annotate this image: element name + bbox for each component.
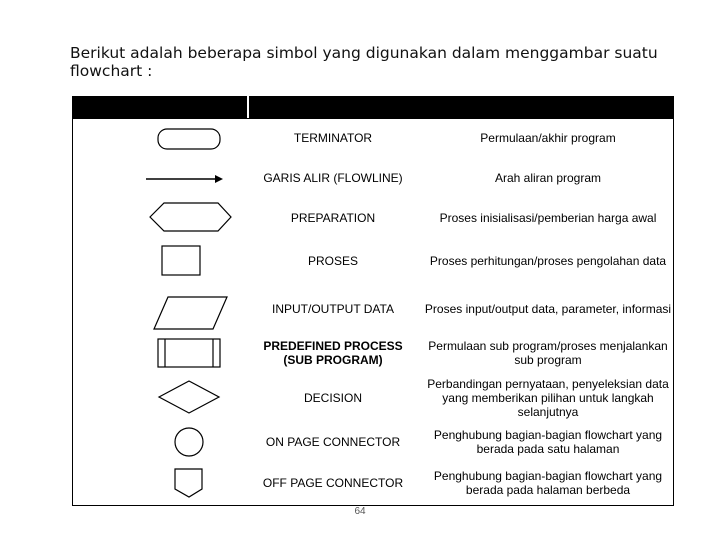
table-row [73,237,673,285]
intro-text: Berikut adalah beberapa simbol yang digunakan dalam menggambar suatu flowchart : [70,44,658,80]
predefined-process-icon [73,333,248,373]
symbol-description: Penghubung bagian-bagian flowchart yang berada pada satu halaman [433,428,663,456]
terminator-shape-icon [73,119,248,157]
symbol-name: OFF PAGE CONNECTOR [262,476,404,490]
symbol-description: Proses input/output data, parameter, informasi [424,302,672,316]
table-row [73,285,673,333]
symbol-description: Permulaan sub program/proses menjalankan sub program [428,339,668,367]
decision-diamond-icon [73,373,248,423]
table-row [73,461,673,505]
table-row [73,373,673,423]
symbol-description: Arah aliran program [494,171,602,185]
flowchart-symbol-table [72,118,674,506]
preparation-hexagon-icon [73,199,248,237]
table-header-divider [247,96,249,118]
symbol-name: TERMINATOR [293,131,373,145]
symbol-description: Penghubung bagian-bagian flowchart yang berada pada halaman berbeda [433,469,663,497]
symbol-description: Proses inisialisasi/pemberian harga awal [439,211,657,225]
table-row [73,199,673,237]
table-row [73,333,673,373]
symbol-name: PREPARATION [290,211,376,225]
input-output-parallelogram-icon [73,285,248,333]
symbol-name: INPUT/OUTPUT DATA [271,302,394,316]
process-rectangle-icon [73,237,248,285]
on-page-connector-circle-icon [73,423,248,461]
symbol-name: GARIS ALIR (FLOWLINE) [263,171,403,185]
table-row [73,119,673,157]
symbol-description: Perbandingan pernyataan, penyeleksian data yang memberikan pilihan untuk langkah selanjutnya [427,377,669,419]
symbol-description: Permulaan/akhir program [480,131,616,145]
symbol-name: PROSES [307,254,358,268]
flowline-arrow-icon [73,157,248,199]
symbol-name: PREDEFINED PROCESS (SUB PROGRAM) [263,339,403,367]
page-number: 64 [354,506,366,517]
table-row [73,157,673,199]
table-row [73,423,673,461]
table-header-bar [72,96,674,118]
symbol-name: ON PAGE CONNECTOR [265,435,401,449]
symbol-name: DECISION [303,391,362,405]
symbol-description: Proses perhitungan/proses pengolahan data [429,254,667,268]
off-page-connector-pentagon-icon [73,461,248,505]
